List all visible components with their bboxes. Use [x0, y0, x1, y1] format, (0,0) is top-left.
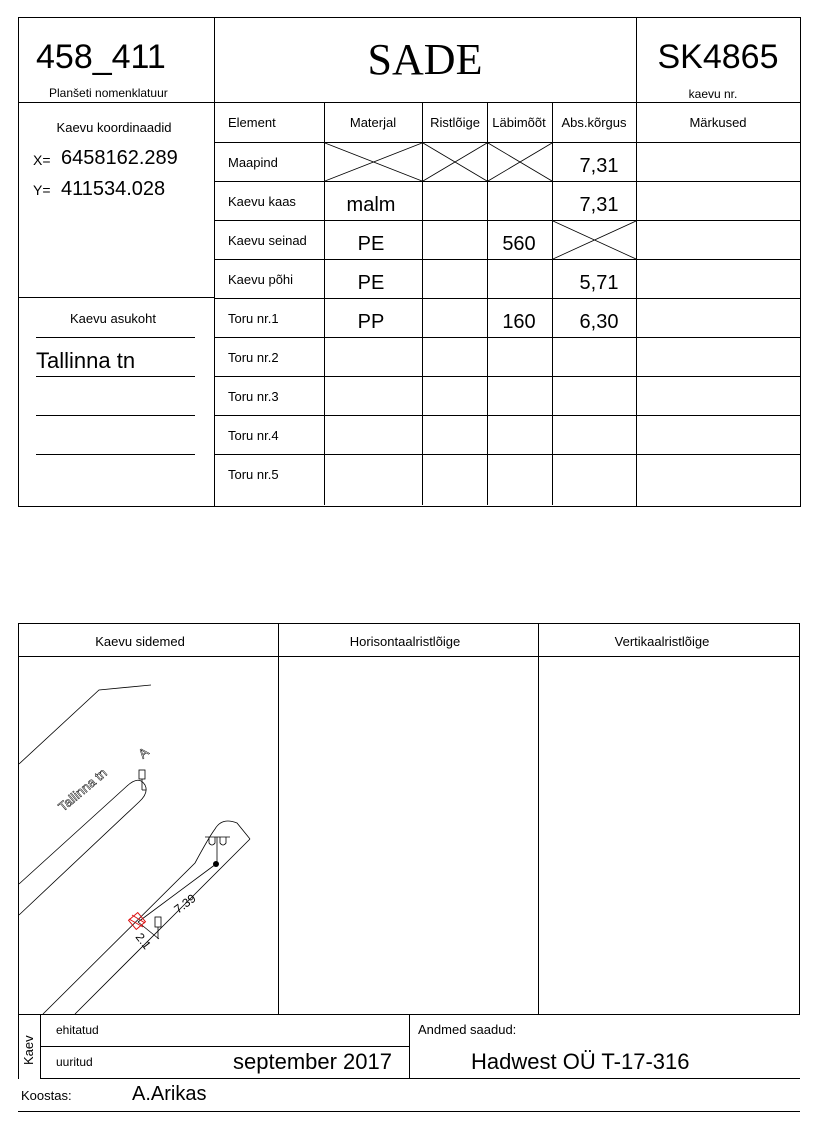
lamp-post-icon: [139, 770, 146, 790]
sheet-nomenclature: 458_411: [36, 38, 166, 76]
pipe1-material: PP: [357, 311, 385, 333]
row-element: Maapind: [228, 155, 278, 170]
bottom-height: 5,71: [579, 272, 619, 294]
pole-icon: [155, 917, 161, 939]
pipe1-height: 6,30: [579, 311, 619, 333]
x-coordinate: 6458162.289: [61, 147, 178, 169]
maapind-height: 7,31: [579, 155, 619, 177]
data-source-value: Hadwest OÜ T-17-316: [471, 1049, 690, 1074]
street-lamp-icon: [205, 837, 230, 862]
well-number: SK4865: [657, 38, 779, 76]
side-label-kaev: Kaev: [21, 1035, 36, 1065]
header-cross-section: Ristlõige: [430, 115, 480, 130]
coordinates-label: Kaevu koordinaadid: [56, 120, 172, 135]
y-label: Y=: [33, 182, 51, 198]
row-element: Toru nr.5: [228, 467, 279, 482]
header-notes: Märkused: [689, 115, 747, 130]
sketch-title-vertical: Vertikaalristlõige: [614, 634, 710, 649]
row-element: Toru nr.2: [228, 350, 279, 365]
row-element: Toru nr.1: [228, 311, 279, 326]
row-element: Toru nr.3: [228, 389, 279, 404]
cover-material: malm: [346, 194, 396, 216]
street-lines: [19, 685, 250, 1014]
compiled-by: A.Arikas: [132, 1083, 207, 1105]
row-element: Kaevu seinad: [228, 233, 307, 248]
surveyed-date: september 2017: [233, 1049, 392, 1074]
row-element: Toru nr.4: [228, 428, 279, 443]
sketch-title-ties: Kaevu sidemed: [95, 634, 185, 649]
built-label: ehitatud: [56, 1023, 99, 1037]
header-diameter: Läbimõõt: [492, 115, 546, 130]
street-letter: A: [135, 744, 152, 762]
location-sketch: [19, 657, 278, 1014]
sketch-title-horizontal: Horisontaalristlõige: [349, 634, 461, 649]
header-element: Element: [228, 115, 276, 130]
y-coordinate: 411534.028: [61, 178, 166, 200]
header-material: Materjal: [349, 115, 397, 130]
row-element: Kaevu põhi: [228, 272, 294, 287]
tie-distance-2: 2.1: [132, 930, 154, 952]
header-abs-height: Abs.kõrgus: [561, 115, 627, 130]
tie-distance-1: 7.39: [171, 891, 199, 917]
well-number-label: kaevu nr.: [688, 87, 738, 101]
sheet-nomenclature-label: Planšeti nomenklatuur: [49, 86, 168, 100]
pipe1-diameter: 160: [502, 311, 536, 333]
surveyed-label: uuritud: [56, 1055, 93, 1069]
x-label: X=: [33, 152, 51, 168]
wall-material: PE: [357, 233, 385, 255]
street-label: Tallinna tn: [55, 765, 110, 815]
crossed-cells: [0, 0, 820, 520]
compiled-label: Koostas:: [21, 1088, 72, 1103]
data-source-label: Andmed saadud:: [418, 1022, 517, 1037]
row-element: Kaevu kaas: [228, 194, 296, 209]
wall-diameter: 560: [502, 233, 536, 255]
network-type: SADE: [367, 35, 483, 84]
cover-height: 7,31: [579, 194, 619, 216]
location-line-1: Tallinna tn: [36, 348, 136, 373]
location-label: Kaevu asukoht: [69, 311, 157, 326]
bottom-material: PE: [357, 272, 385, 294]
